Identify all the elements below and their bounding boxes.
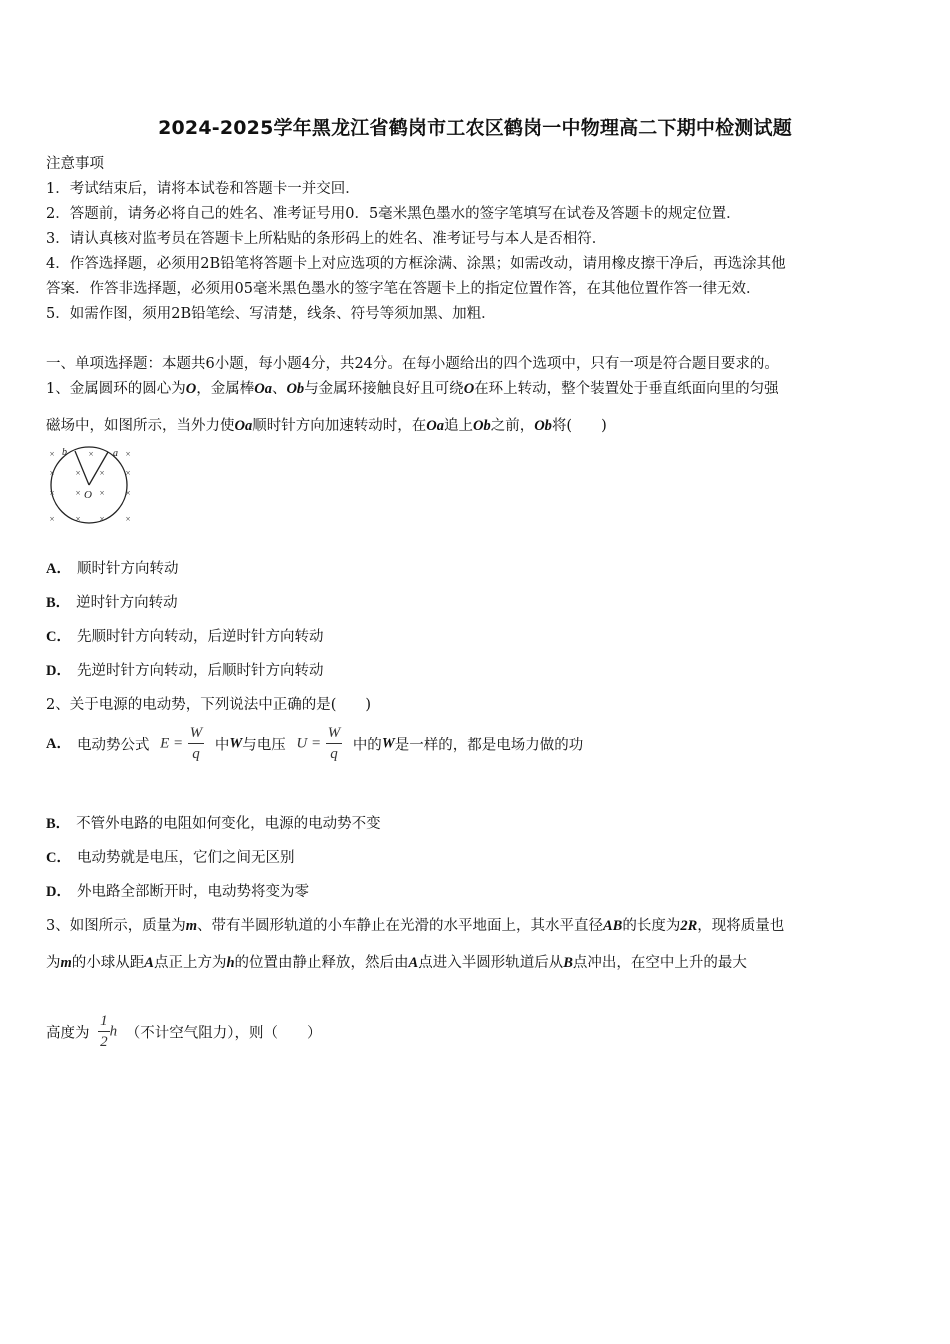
label-b: b <box>62 447 67 458</box>
q2-option-c[interactable]: C． 电动势就是电压，它们之间无区别 <box>46 850 295 866</box>
label-a: a <box>113 448 118 459</box>
notice-item-5: 5．如需作图，须用2B铅笔绘、写清楚，线条、符号等须加黑、加粗． <box>46 306 496 322</box>
notice-item-4: 4．作答选择题，必须用2B铅笔将答题卡上对应选项的方框涂满、涂黑；如需改动，请用橡皮擦干净后，再选涂其他 <box>46 256 786 272</box>
q1-stem-line1: 1、金属圆环的圆心为O，金属棒Oa、Ob与金属环接触良好且可绕O在环上转动，整个装置处于垂直纸面向里的匀强 <box>46 381 779 397</box>
label-O: O <box>84 489 92 501</box>
svg-text:×: × <box>125 449 131 459</box>
svg-text:×: × <box>49 449 55 459</box>
svg-text:×: × <box>125 514 131 524</box>
svg-text:×: × <box>99 514 105 524</box>
q2-option-b[interactable]: B． 不管外电路的电阻如何变化，电源的电动势不变 <box>46 816 381 832</box>
svg-text:×: × <box>99 488 105 498</box>
q2-option-d[interactable]: D． 外电路全部断开时，电动势将变为零 <box>46 884 309 900</box>
page-title: 2024-2025学年黑龙江省鹤岗市工农区鹤岗一中物理高二下期中检测试题 <box>158 117 792 139</box>
q1-stem-line2: 磁场中，如图所示，当外力使Oa顺时针方向加速转动时，在Oa追上Ob之前，Ob将( ) <box>46 418 607 434</box>
q3-stem-line1: 3、如图所示，质量为m、带有半圆形轨道的小车静止在光滑的水平地面上，其水平直径AB的长度为2R，现将质量也 <box>46 918 785 934</box>
svg-text:×: × <box>125 468 131 478</box>
formula-voltage: U = $\frac{W}{q}$ <box>296 725 341 762</box>
q1-option-d[interactable]: D． 先逆时针方向转动，后顺时针方向转动 <box>46 663 324 679</box>
q3-stem-line2: 为m的小球从距A点正上方为h的位置由静止释放，然后由A点进入半圆形轨道后从B点冲出，在空中上升的最大 <box>46 955 747 971</box>
svg-text:×: × <box>75 468 81 478</box>
q1-option-c[interactable]: C． 先顺时针方向转动，后逆时针方向转动 <box>46 629 324 645</box>
svg-text:×: × <box>99 468 105 478</box>
q2-option-a[interactable]: A． 电动势公式 E = $\frac{W}{q}$ 中W与电压 U = $\frac{W}{q}$ 中的W是一样的，都是电场力做的功 <box>46 725 584 762</box>
svg-text:×: × <box>88 449 94 459</box>
svg-text:×: × <box>49 468 55 478</box>
q1-option-b[interactable]: B． 逆时针方向转动 <box>46 595 178 611</box>
formula-emf: E = $\frac{W}{q}$ <box>160 725 203 762</box>
q1-figure <box>44 444 136 528</box>
svg-text:×: × <box>49 514 55 524</box>
notice-item-3: 3．请认真核对监考员在答题卡上所粘贴的条形码上的姓名、准考证号与本人是否相符． <box>46 231 607 247</box>
section-heading: 一、单项选择题：本题共6小题，每小题4分，共24分。在每小题给出的四个选项中，只有一项是符合题目要求的。 <box>46 356 779 372</box>
svg-text:×: × <box>75 488 81 498</box>
q3-stem-line3: 高度为 $\frac{1}{2}$ h （不计空气阻力），则（ ） <box>46 1013 322 1050</box>
notice-item-2: 2．答题前，请务必将自己的姓名、准考证号用0．5毫米黑色墨水的签字笔填写在试卷及答题卡的规定位置． <box>46 206 741 222</box>
notice-item-4-cont: 答案．作答非选择题，必须用05毫米黑色墨水的签字笔在答题卡上的指定位置作答，在其他位置作答一律无效． <box>46 281 761 297</box>
notice-item-1: 1．考试结束后，请将本试卷和答题卡一并交回． <box>46 181 360 197</box>
q2-stem: 2、关于电源的电动势，下列说法中正确的是( ) <box>46 697 372 713</box>
svg-text:×: × <box>125 488 131 498</box>
svg-text:×: × <box>49 488 55 498</box>
notice-heading: 注意事项 <box>46 156 104 172</box>
q1-option-a[interactable]: A． 顺时针方向转动 <box>46 561 179 577</box>
formula-half-h: $\frac{1}{2}$ h <box>100 1013 118 1050</box>
svg-text:×: × <box>75 514 81 524</box>
